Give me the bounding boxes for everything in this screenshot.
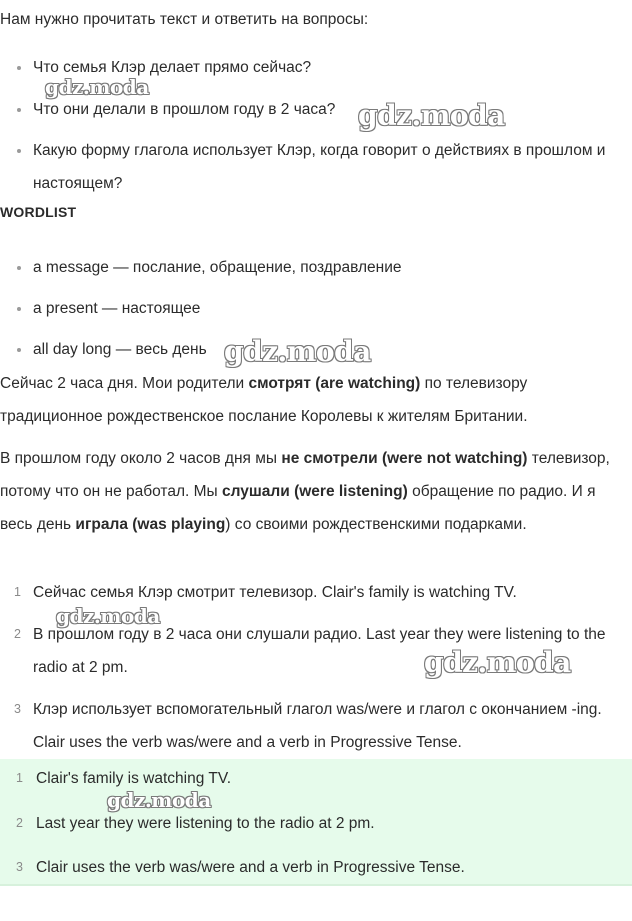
bullet-icon <box>17 108 21 112</box>
text-paragraph-2: В прошлом году около 2 часов дня мы не смотрели (were not watching) телевизор, потому что он не работал. Мы слушали (were listening) обращение по радио. И я весь день играла (was playing) со своими рождественскими подарками. <box>0 450 610 533</box>
question-list-cont <box>0 134 620 200</box>
watermark: gdz.moda <box>224 335 371 368</box>
final-answer-divider <box>0 884 632 886</box>
question-item: Какую форму глагола использует Клэр, когда говорит о действиях в прошлом и настоящем? <box>0 134 620 200</box>
text-paragraph-1: Сейчас 2 часа дня. Мои родители смотрят (are watching) по телевизору традиционное рождественское послание Королевы к жителям Британии. <box>0 375 528 425</box>
answer-item: 2 В прошлом году в 2 часа они слушали радио. Last year they were listening to the radio at 2 pm. <box>14 626 606 676</box>
answer-list <box>0 693 632 759</box>
bullet-icon <box>17 66 21 70</box>
question-item: Что семья Клэр делает прямо сейчас? <box>0 51 620 84</box>
bullet-icon <box>17 266 21 270</box>
watermark: gdz.moda <box>45 75 149 99</box>
watermark: gdz.moda <box>56 604 160 628</box>
question-item: Что они делали в прошлом году в 2 часа? <box>0 93 620 126</box>
bullet-icon <box>17 149 21 153</box>
wordlist-item: a message — послание, обращение, поздравление <box>0 251 620 284</box>
page: Нам нужно прочитать текст и ответить на вопросы: Что семья Клэр делает прямо сейчас? Что они делали в прошлом году в 2 часа? Какую форму глагола использует Клэр, когда говорит о действиях в прошлом и настоящем? WORDLIST a message — послание, обращение, поздравление a present — настоящее all day long — весь день Сейчас 2 часа дня. Мои родители смотрят (are watching) по телевизору традиционное рождественское послание Королевы к жителям Британии. В прошлом году около 2 часов дня мы не смотрели (were not watching) телевизор, потому что он не работал. Мы слушали (were listening) обращение по радио. И я весь день играла (was playing) со своими рождественскими подарками. 1 Сейчас семья Клэр смотрит телевизор. Clair's family is watching TV. 2 В прошлом году в 2 часа они слушали радио. Last year they were listening to the radio at 2 pm. 3 Клэр использует вспомогательный глагол was/were и глагол с окончанием -ing. Clair uses the verb was/were and a verb in Progressive Tense. 1 Clair's family is watching TV. 2 Last year they were listening to the radio at 2 pm. 3 Clair uses the verb was/were and a verb in Progressive Tense. gdz.moda gdz.moda gdz.moda gdz.moda gdz.moda gdz.moda <box>0 0 632 921</box>
bullet-icon <box>17 307 21 311</box>
intro-text: Нам нужно прочитать текст и ответить на вопросы: <box>0 11 369 28</box>
wordlist-item: all day long — весь день <box>0 333 620 366</box>
bullet-icon <box>17 348 21 352</box>
watermark: gdz.moda <box>424 646 571 679</box>
wordlist-title: WORDLIST <box>0 204 77 220</box>
watermark: gdz.moda <box>358 99 505 132</box>
watermark: gdz.moda <box>107 788 211 812</box>
answer-item: 1 Сейчас семья Клэр смотрит телевизор. Clair's family is watching TV. <box>14 584 517 601</box>
wordlist-item: a present — настоящее <box>0 292 620 325</box>
answer-item: 3 Клэр использует вспомогательный глагол was/were и глагол с окончанием -ing. Clair uses the verb was/were and a verb in Progressive Tense. <box>14 701 602 751</box>
